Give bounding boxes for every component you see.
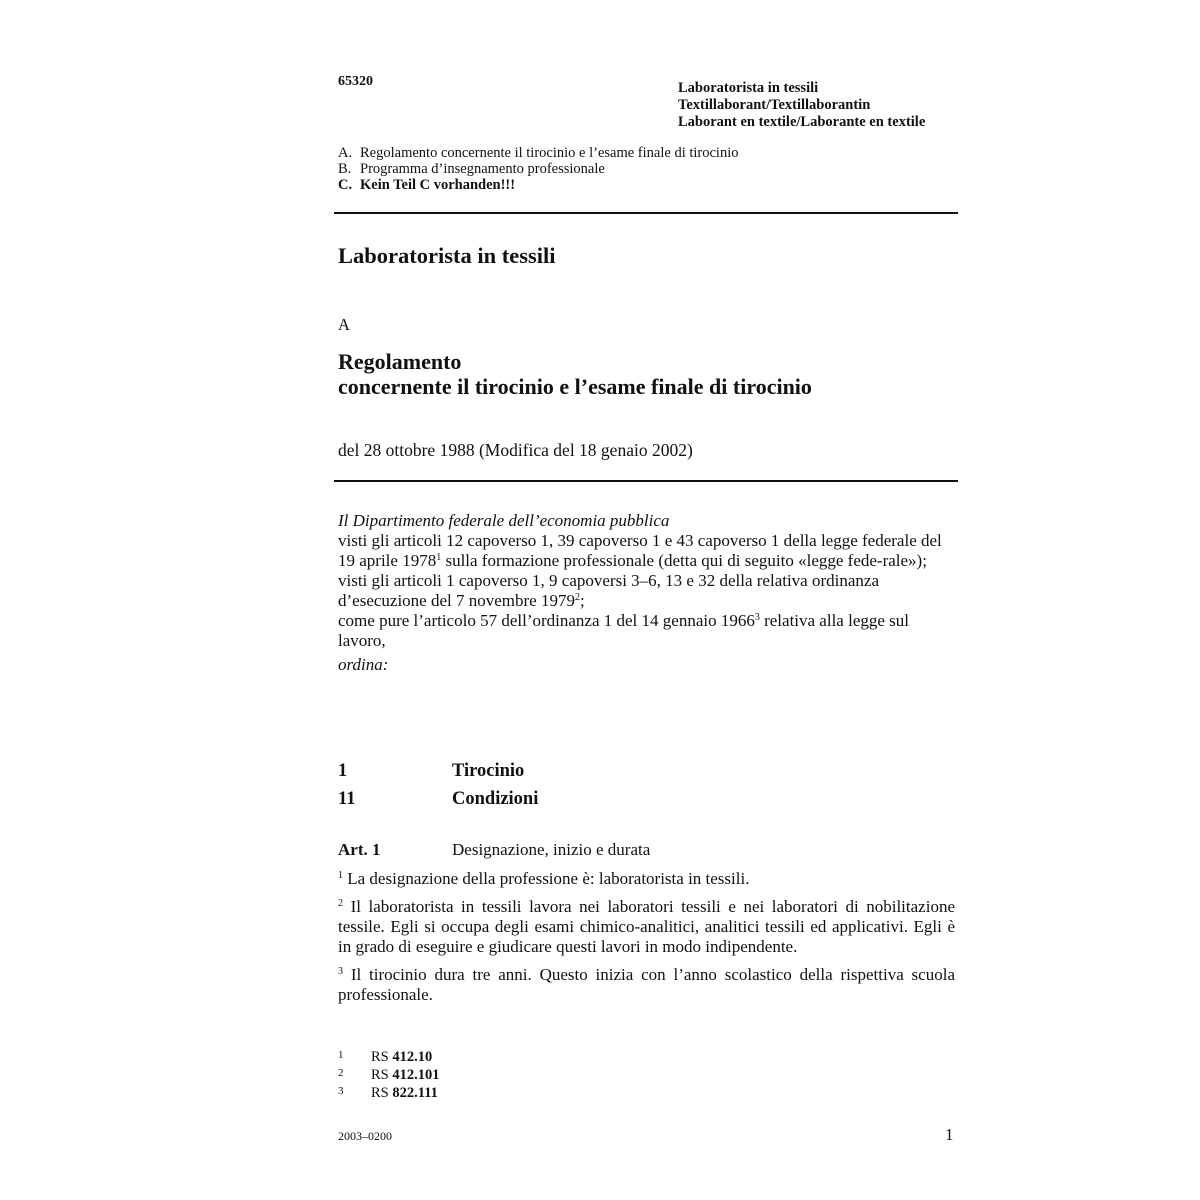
footnote-item: 3 RS 822.111 — [338, 1085, 438, 1101]
footnotes — [338, 1047, 440, 1101]
divider-top — [334, 212, 958, 214]
regulation-title — [338, 349, 812, 399]
article-paragraph-1: $^1$ La designazione della professione è: laboratorista in tessili. — [338, 869, 750, 888]
header-title-it: Laboratorista in tessili — [678, 80, 819, 96]
document-title: Laboratorista in tessili — [338, 243, 556, 268]
header-titles — [678, 80, 925, 131]
section-heading — [338, 761, 524, 782]
divider-bottom — [334, 480, 958, 482]
preamble-ordina: ordina: — [338, 655, 389, 674]
article-title: Designazione, inizio e durata — [452, 840, 651, 859]
preamble — [338, 511, 958, 675]
part-item-b: B. Programma d’insegnamento professionale — [338, 161, 605, 177]
subsection-title: Condizioni — [452, 789, 539, 809]
parts-list — [338, 145, 738, 193]
header-title-de: Textillaborant/Textillaborantin — [678, 97, 871, 113]
article-paragraph-2: $^2$ Il laboratorista in tessili lavora nei laboratori tessili e nei laboratori di nobilitazione tessile. Egli si occupa degli esami chimico-analitici, analitici tessili ed applicativi. Egli è in grado di eseguire e giudicare questi lavori in modo indipendente. — [338, 897, 955, 956]
subsection-number: 11 — [338, 789, 356, 809]
article-number: Art. 1 — [338, 840, 381, 859]
document-date: del 28 ottobre 1988 (Modifica del 18 genaio 2002) — [338, 440, 693, 460]
document-code: 65320 — [338, 74, 373, 89]
footnote-item: 2 RS 412.101 — [338, 1067, 440, 1083]
subsection-heading — [338, 789, 538, 810]
preamble-clause-1: visti gli articoli 12 capoverso 1, 39 capoverso 1 e 43 capoverso 1 della legge federale del 19 aprile 1978$^1$ sulla formazione professionale (detta qui di seguito «legge fede-rale»); — [338, 531, 942, 570]
preamble-clause-3: come pure l’articolo 57 dell’ordinanza 1 del 14 gennaio 1966$^3$ relativa alla legge sul lavoro, — [338, 611, 910, 650]
preamble-clause-2: visti gli articoli 1 capoverso 1, 9 capoversi 3–6, 13 e 32 della relativa ordinanza d’esecuzione del 7 novembre 1979$^2$; — [338, 571, 879, 610]
section-number: 1 — [338, 761, 348, 781]
article-paragraph-3: $^3$ Il tirocinio dura tre anni. Questo inizia con l’anno scolastico della rispettiva scuola professionale. — [338, 965, 955, 1004]
header-title-fr: Laborant en textile/Laborante en textile — [678, 114, 926, 130]
regulation-title-line2: concernente il tirocinio e l’esame finale di tirocinio — [338, 374, 812, 399]
page-number: 1 — [945, 1125, 954, 1144]
article-heading — [338, 840, 650, 860]
footnote-item: 1 RS 412.10 — [338, 1049, 433, 1065]
part-item-a: A. Regolamento concernente il tirocinio e l’esame finale di tirocinio — [338, 145, 739, 161]
section-title: Tirocinio — [452, 761, 525, 781]
preamble-authority: Il Dipartimento federale dell’economia pubblica — [338, 511, 670, 530]
part-item-c: C. Kein Teil C vorhanden!!! — [338, 177, 516, 193]
part-letter: A — [338, 315, 350, 334]
document-number: 2003–0200 — [338, 1129, 392, 1143]
regulation-title-line1: Regolamento — [338, 349, 462, 374]
